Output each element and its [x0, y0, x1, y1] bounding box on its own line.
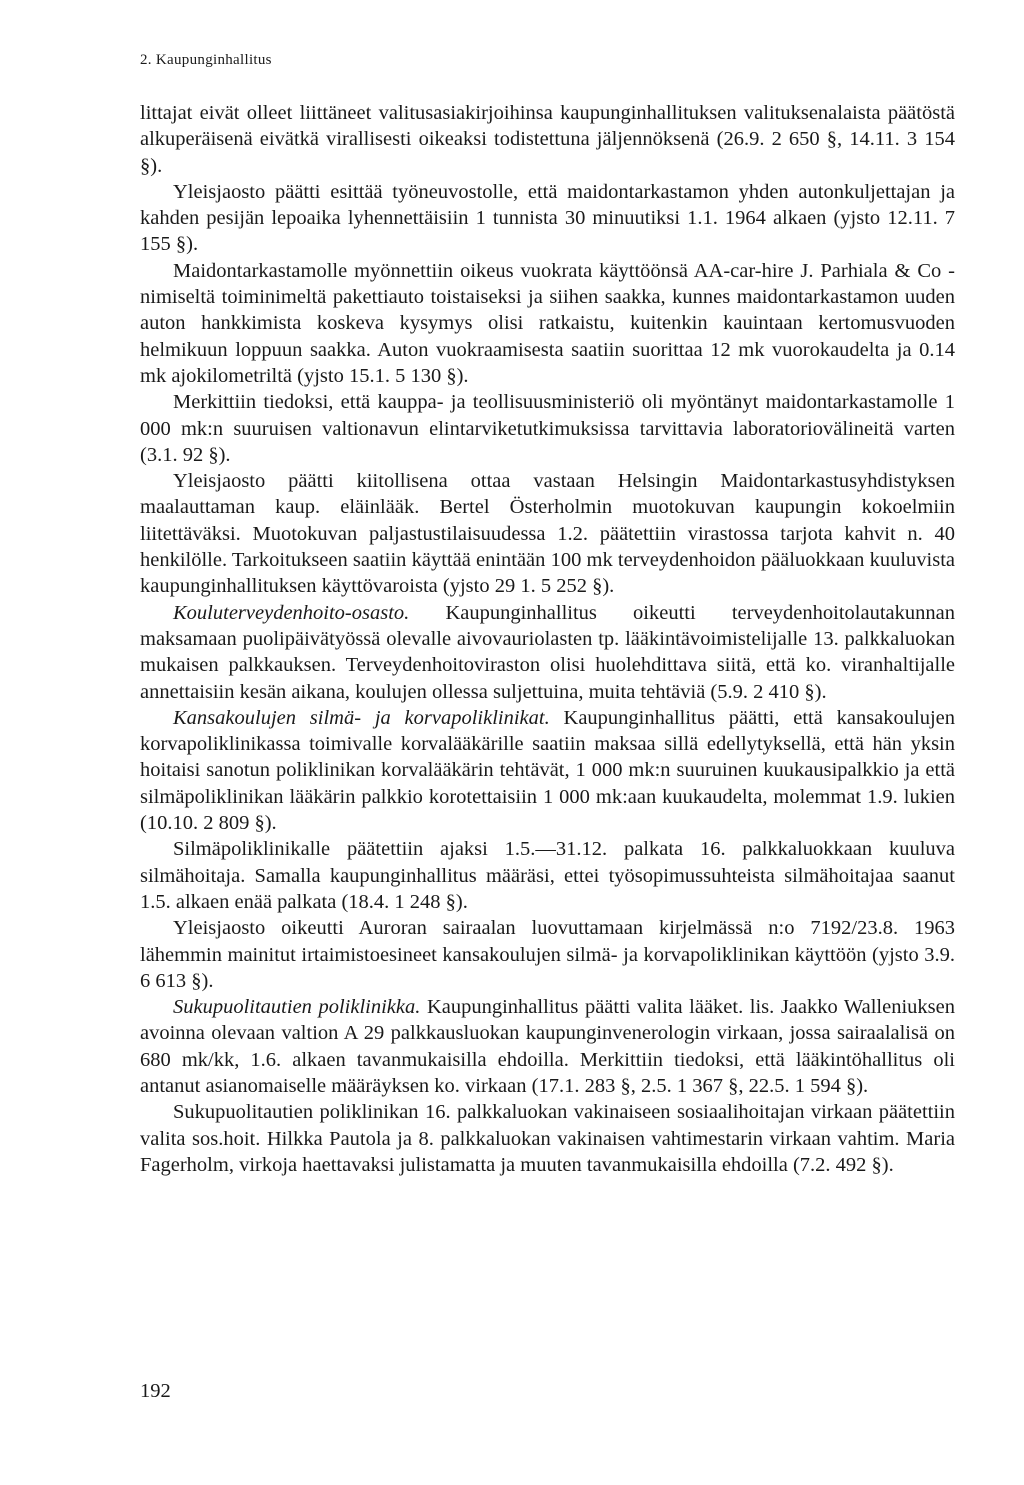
paragraph-text: Yleisjaosto päätti esittää työneuvostolle, että maidontarkastamon yhden autonkuljettajan ja kahden pesijän lepoaika lyhennettäisiin 1 tunnista 30 minuutiksi 1.1. 1964 alkaen (yjsto 12.11. 7 155 §). [140, 180, 955, 256]
paragraph [140, 915, 955, 994]
body-text [140, 100, 955, 1178]
paragraph [140, 836, 955, 915]
paragraph [140, 994, 955, 1099]
paragraph [140, 100, 955, 179]
paragraph-text: Kaupunginhallitus oikeutti terveydenhoitolautakunnan maksamaan puolipäivätyössä olevalle aivovauriolasten tp. lääkintävoimistelijalle 13. palkkaluokan mukaisen palkkauksen. Terveydenhoitoviraston olisi huolehdittava siitä, että ko. viranhaltijalle annettaisiin kesän aikana, koulujen ollessa suljettuina, muita tehtäviä (5.9. 2 410 §). [140, 601, 955, 703]
paragraph-text: Kaupunginhallitus päätti valita lääket. lis. Jaakko Walleniuksen avoinna olevaan valtion A 29 palkkausluokan kaupunginvenerologin virkaan, jossa sairaalalisä on 680 mk/kk, 1.6. alkaen tavanmukaisilla ehdoilla. Merkittiin tiedoksi, että lääkintöhallitus oli antanut asianomaiselle määräyksen ko. virkaan (17.1. 283 §, 2.5. 1 367 §, 22.5. 1 594 §). [140, 996, 955, 1097]
paragraph [140, 258, 955, 389]
section-heading: Kouluterveydenhoito-osasto. [173, 601, 410, 624]
paragraph [140, 389, 955, 468]
page-number: 192 [140, 1380, 171, 1402]
paragraph-text: Yleisjaosto oikeutti Auroran sairaalan luovuttamaan kirjelmässä n:o 7192/23.8. 1963 lähemmin mainitut irtaimistoesineet kansakoulujen silmä- ja korvapoliklinikan käyttöön (yjsto 3.9. 6 613 §). [140, 917, 955, 992]
paragraph [140, 705, 955, 836]
running-header: 2. Kaupunginhallitus [140, 52, 272, 68]
paragraph [140, 468, 955, 599]
section-heading: Kansakoulujen silmä- ja korvapoliklinikat. [173, 706, 550, 729]
section-heading: Sukupuolitautien poliklinikka. [173, 996, 421, 1019]
paragraph [140, 179, 955, 258]
paragraph-text: Merkittiin tiedoksi, että kauppa- ja teollisuusministeriö oli myöntänyt maidontarkastamolle 1 000 mk:n suuruisen valtionavun elintarviketutkimuksissa tarvittavia laboratoriovälineitä varten (3.1. 92 §). [140, 391, 955, 466]
paragraph [140, 1099, 955, 1178]
paragraph-text: littajat eivät olleet liittäneet valitusasiakirjoihinsa kaupunginhallituksen valituksenalaista päätöstä alkuperäisenä eivätkä virallisesti oikeaksi todistettuna jäljennöksenä (26.9. 2 650 §, 14.11. 3 154 §). [140, 102, 955, 177]
paragraph-text: Kaupunginhallitus päätti, että kansakoulujen korvapoliklinikassa toimivalle korvalääkärille saatiin maksaa sillä edellytyksellä, että hän yksin hoitaisi sanotun poliklinikan korvalääkärin tehtävät, 1 000 mk:n suuruinen kuukausipalkkio ja että silmäpoliklinikan lääkärin palkkio korotettaisiin 1 000 mk:aan kuukaudelta, molemmat 1.9. lukien (10.10. 2 809 §). [140, 706, 956, 835]
paragraph-text: Yleisjaosto päätti kiitollisena ottaa vastaan Helsingin Maidontarkastusyhdistyksen maalauttaman kaup. eläinlääk. Bertel Österholmin muotokuvan kaupungin kokoelmiin liitettäväksi. Muotokuvan paljastustilaisuudessa 1.2. päätettiin virastossa tarjota kahvit n. 40 henkilölle. Tarkoitukseen saatiin käyttää enintään 100 mk terveydenhoidon pääluokkaan kuuluvista kaupunginhallituksen käyttövaroista (yjsto 29 1. 5 252 §). [140, 470, 955, 598]
paragraph-text: Sukupuolitautien poliklinikan 16. palkkaluokan vakinaiseen sosiaalihoitajan virkaan päätettiin valita sos.hoit. Hilkka Pautola ja 8. palkkaluokan vakinaisen vahtimestarin virkaan vahtim. Maria Fagerholm, virkoja haettavaksi julistamatta ja muuten tavanmukaisilla ehdoilla (7.2. 492 §). [140, 1101, 955, 1176]
paragraph-text: Maidontarkastamolle myönnettiin oikeus vuokrata käyttöönsä AA-car-hire J. Parhiala & Co -nimiseltä toiminimeltä pakettiauto toistaiseksi ja siihen saakka, kunnes maidontarkastamon uuden auton hankkimista koskeva kysymys olisi ratkaistu, kuitenkin kauintaan kertomusvuoden helmikuun loppuun saakka. Auton vuokraamisesta saatiin suorittaa 12 mk vuorokaudelta ja 0.14 mk ajokilometriltä (yjsto 15.1. 5 130 §). [140, 259, 955, 387]
paragraph-text: Silmäpoliklinikalle päätettiin ajaksi 1.5.—31.12. palkata 16. palkkaluokkaan kuuluva silmähoitaja. Samalla kaupunginhallitus määräsi, ettei työsopimussuhteista silmähoitajaa saanut 1.5. alkaen enää palkata (18.4. 1 248 §). [140, 838, 955, 913]
paragraph [140, 600, 955, 705]
